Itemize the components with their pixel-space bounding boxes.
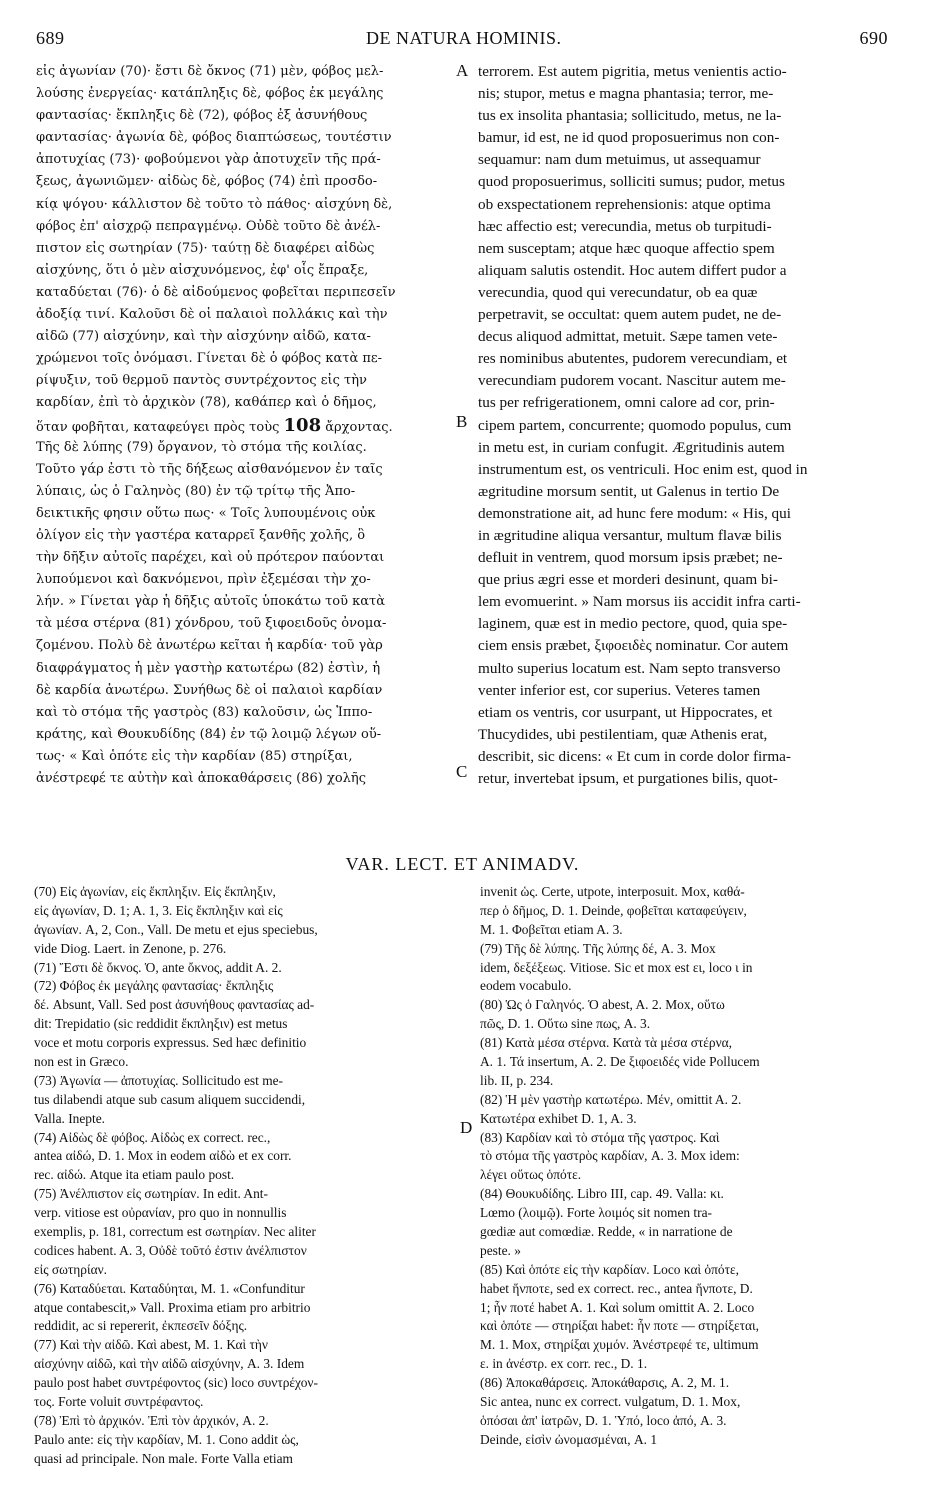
note-line: ἀγωνίαν. A, 2, Con., Vall. De metu et ejus speciebus,	[34, 921, 318, 937]
note-line: (73) Ἀγωνία — ἀποτυχίας. Sollicitudo est me-	[34, 1072, 284, 1088]
note-line: (76) Καταδύεται. Καταδύηται, M. 1. «Confunditur	[34, 1280, 305, 1296]
greek-line: ρίψυξιν, τοῦ θερμοῦ παντὸς συντρέχοντος εἰς τὴν	[36, 373, 367, 389]
note-line: non est in Græco.	[34, 1054, 129, 1070]
note-line: gœdiæ aut comœdiæ. Redde, « in narratione de	[480, 1224, 733, 1240]
latin-line: nem susceptam; atque hæc quoque affectio spem	[478, 239, 775, 257]
note-line: Κατωτέρα exhibet D. 1, A. 3.	[480, 1110, 637, 1126]
greek-line: ἀποτυχίας (73)· φοβούμενοι γὰρ ἀποτυχεῖν τῆς πρά-	[36, 152, 381, 168]
note-line: (86) Ἀποκαθάρσεις. Ἀποκάθαρσις, A. 2, M. 1.	[480, 1375, 730, 1391]
note-line: codices habent. A. 3, Οὐδὲ τοῦτό ἐστιν ἀνέλπιστον	[34, 1242, 307, 1258]
latin-line: defluit in ventrem, quod morsum ipsis præbet; ne-	[478, 549, 783, 567]
latin-line: ægritudine morsum sentit, ut Galenus in tertio De	[478, 482, 780, 500]
greek-line: Τοῦτο γάρ ἐστι τὸ τῆς δήξεως αἰσθανόμενον ἐν ταῖς	[36, 461, 383, 477]
latin-line: nis; stupor, metus e magna phantasia; terror, me-	[478, 85, 774, 103]
note-line: (82) Ἡ μὲν γαστὴρ κατωτέρω. Μέν, omittit A. 2.	[480, 1091, 742, 1107]
note-line: λέγει οὕτως ὁπότε.	[480, 1167, 582, 1183]
greek-line: φαντασίας· ἔκπληξις δὲ (72), φόβος ἐξ ἀσυνήθους	[36, 108, 368, 124]
latin-line: instrumentum est, os ventriculi. Hoc enim est, quod in	[478, 460, 808, 478]
note-line: τὸ στόμα τῆς γαστρὸς καρδίαν, A. 3. Mox idem:	[480, 1148, 740, 1164]
greek-line: καρδίαν, ἐπὶ τὸ ἀρχικὸν (78), καθάπερ καὶ ὁ δῆμος,	[36, 395, 377, 411]
latin-line: que prius ægri esse et morderi desinunt, quam bi-	[478, 571, 778, 589]
note-line: (83) Καρδίαν καὶ τὸ στόμα τῆς γαστρος. Καὶ	[480, 1129, 720, 1145]
latin-line: aliquam salutis ostendit. Hoc autem differt pudor a	[478, 261, 787, 279]
latin-line: tus per refrigerationem, omni calore ad cor, prin-	[478, 394, 775, 412]
latin-line: cipem partem, concurrente; quomodo populus, cum	[478, 416, 792, 434]
note-line: δέ. Absunt, Vall. Sed post ἀσυνήθους φαντασίας ad-	[34, 997, 315, 1013]
note-line: (84) Θουκυδίδης. Libro III, cap. 49. Valla: κι.	[480, 1186, 724, 1202]
note-line: (70) Εἰς ἀγωνίαν, εἰς ἔκπληξιν. Εἰς ἔκπληξιν,	[34, 884, 276, 899]
note-line: ε. in ἀνέστρ. ex corr. rec., D. 1.	[480, 1356, 648, 1372]
latin-line: venter inferior est, cor superius. Veteres tamen	[478, 681, 761, 699]
greek-line: λύπαις, ὡς ὁ Γαληνὸς (80) ἐν τῷ τρίτῳ τῆς Ἀπο-	[36, 483, 356, 499]
note-line: (85) Καὶ ὁπότε εἰς τὴν καρδίαν. Loco καὶ ὁπότε,	[480, 1261, 739, 1277]
latin-line: tus ex insolita phantasia; sollicitudo, metus, ne la-	[478, 107, 782, 125]
latin-line: etiam os ventris, cor usurpant, ut Hippocrates, et	[478, 703, 773, 721]
page-header	[36, 28, 888, 52]
latin-line: ciem ensis præbet, ξιφοειδὲς nominatur. Cor autem	[478, 637, 789, 655]
note-line: Sic antea, nunc ex correct. vulgatum, D. 1. Mox,	[480, 1394, 741, 1410]
note-line: antea αἰδώ, D. 1. Mox in eodem αἰδὼ et ex corr.	[34, 1148, 292, 1164]
margin-letter-d: D	[460, 1118, 473, 1137]
note-line: A. 1. Τά insertum, A. 2. De ξιφοειδές vide Pollucem	[480, 1054, 760, 1070]
variant-readings-title: VAR. LECT. ET ANIMADV.	[345, 854, 580, 874]
latin-line: sequamur: nam dum metuimus, ut assequamur	[478, 151, 761, 169]
greek-line: εἰς ἀγωνίαν (70)· ἔστι δὲ ὄκνος (71) μὲν, φόβος μελ-	[36, 64, 384, 79]
latin-line: Thucydides, ubi pestilentiam, quæ Athenis erat,	[478, 725, 768, 743]
latin-line: verecundia, quod qui verecundatur, ob ea quæ	[478, 283, 758, 301]
note-line: reddidit, ac si repererit, ἐκπεσεῖν δόξης.	[34, 1318, 248, 1334]
note-line: dit: Trepidatio (sic reddidit ἔκπληξιν) est metus	[34, 1016, 288, 1032]
note-line: καὶ ὁπότε — στηρίξαι habet: ἦν ποτε — στηρίξεται,	[480, 1318, 760, 1334]
note-line: eodem vocabulo.	[480, 978, 572, 994]
latin-line: verecundiam pudorem vocant. Nascitur autem me-	[478, 372, 786, 390]
greek-line: καταδύεται (76)· ὁ δὲ αἰδούμενος φοβεῖται περιπεσεῖν	[36, 284, 396, 300]
greek-line: τὴν δῆξιν αὐτοῖς παρέχει, καὶ οὐ πρότερον παύονται	[36, 550, 385, 566]
latin-line: ob exspectationem reprehensionis: atque optima	[478, 195, 771, 213]
latin-line: quod proposuerimus, solliciti sumus; pudor, metus	[478, 173, 785, 191]
greek-line: δεικτικῆς φησιν οὕτω πως· « Τοῖς λυπουμένοις οὐκ	[36, 505, 376, 521]
note-line: lib. II, p. 234.	[480, 1072, 554, 1088]
folio-number-108: 108	[283, 414, 322, 436]
note-line: exemplis, p. 181, correctum est σωτηρίαν. Nec aliter	[34, 1224, 316, 1240]
greek-line-head: ὅταν φοβῆται, καταφεύγει πρὸς τοὺς	[36, 419, 280, 435]
note-line: Lœmo (λοιμῷ). Forte λοιμός sit nomen tra-	[480, 1205, 713, 1221]
note-line: (75) Ἀνέλπιστον εἰς σωτηρίαν. In edit. Ant-	[34, 1186, 268, 1202]
greek-line: καὶ τὸ στόμα τῆς γαστρὸς (83) καλοῦσιν, ὡς Ἱππο-	[36, 704, 373, 720]
note-line: (71) Ἔστι δὲ ὄκνος. Ὁ, ante ὄκνος, addit A. 2.	[34, 959, 282, 975]
greek-line: αἰδῶ (77) αἰσχύνην, καὶ τὴν αἰσχύνην αἰδῶ, κατα-	[36, 329, 371, 345]
latin-line: bamur, id est, ne id quod proposuerimus non con-	[478, 129, 780, 147]
note-line: habet ἥνποτε, sed ex correct. rec., antea ἥνποτε, D.	[480, 1280, 753, 1296]
greek-line	[36, 415, 458, 437]
greek-text-column	[36, 61, 458, 790]
note-line: (80) Ὡς ὁ Γαληνός. Ὁ abest, A. 2. Mox, οὕτω	[480, 997, 725, 1013]
latin-line: in ægritudine aliqua versantur, multum flavæ bilis	[478, 526, 782, 544]
latin-line: retur, invertebat ipsum, et purgationes bilis, quot-	[478, 770, 778, 787]
note-line: (81) Κατὰ μέσα στέρνα. Κατὰ τὰ μέσα στέρνα,	[480, 1035, 733, 1051]
greek-line: ξεως, ἀγωνιῶμεν· αἰδὼς δὲ, φόβος (74) ἐπὶ προσδο-	[36, 174, 378, 190]
margin-letter-b: B	[456, 412, 468, 431]
greek-line: λυπούμενοι καὶ δακνόμενοι, πρὶν ἐξεμέσαι τὴν χο-	[36, 572, 371, 588]
greek-line: διαφράγματος ἡ μὲν γαστὴρ κατωτέρω (82) ἐστὶν, ἡ	[36, 660, 381, 676]
greek-line: κίᾳ ψόγου· κάλλιστον δὲ τοῦτο τὸ πάθος· αἰσχύνη δὲ,	[36, 196, 393, 212]
note-line: Deinde, εἰσὶν ὠνομασμέναι, A. 1	[480, 1431, 658, 1447]
note-line: tus dilabendi atque sub casum aliquem succidendi,	[34, 1091, 306, 1107]
note-line: verp. vitiose est οὐρανίαν, pro quo in nonnullis	[34, 1205, 287, 1221]
greek-line: δὲ καρδία ἀνωτέρω. Συνήθως δὲ οἱ παλαιοὶ καρδίαν	[36, 682, 383, 698]
latin-line: describit, sic dicens: « Et cum in corde dolor firma-	[478, 747, 791, 765]
greek-line: λήν. » Γίνεται γὰρ ἡ δῆξις αὐτοῖς ὑποκάτω τοῦ κατὰ	[36, 594, 386, 610]
latin-line: multo superius locatum est. Nam septo transverso	[478, 659, 781, 677]
greek-line: κράτης, καὶ Θουκυδίδης (84) ἐν τῷ λοιμῷ λέγων οὕ-	[36, 726, 382, 742]
note-line: vide Diog. Laert. in Zenone, p. 276.	[34, 940, 227, 956]
margin-letter-a: A	[456, 61, 469, 80]
note-line: αἰσχύνην αἰδῶ, καὶ τὴν αἰδῶ αἰσχύνην, A. 3. Idem	[34, 1356, 305, 1372]
margin-letter-c: C	[456, 762, 468, 781]
greek-line: φαντασίας· ἀγωνία δὲ, φόβος διαπτώσεως, τουτέστιν	[36, 130, 392, 146]
greek-line: τὰ μέσα στέρνα (81) χόνδρου, τοῦ ξιφοειδοῦς ὀνομα-	[36, 616, 387, 632]
latin-line: demonstratione ait, ad hunc fere modum: « His, qui	[478, 504, 791, 522]
note-line: voce et motu corporis expressus. Sed hæc definitio	[34, 1035, 307, 1051]
note-line: rec. αἰδώ. Atque ita etiam paulo post.	[34, 1167, 235, 1183]
latin-line: decus aliquod admittat, metuit. Sæpe tamen vete-	[478, 328, 778, 346]
note-line: M. 1. Φοβεῖται etiam A. 3.	[480, 921, 623, 937]
note-line: M. 1. Mox, στηρίξαι χυμόν. Ἀνέστρεφέ τε, ultimum	[480, 1337, 759, 1353]
running-title: DE NATURA HOMINIS.	[366, 28, 562, 48]
greek-line: ἀνέστρεφέ τε αὐτὴν καὶ ἀποκαθάρσεις (86) χολῆς	[36, 771, 366, 786]
greek-line: τως· « Καὶ ὁπότε εἰς τὴν καρδίαν (85) στηρίξαι,	[36, 748, 353, 764]
note-line: invenit ὡς. Certe, utpote, interposuit. Mox, καθά-	[480, 884, 745, 899]
note-line: Paulo ante: εἰς τὴν καρδίαν, M. 1. Cono addit ὡς,	[34, 1431, 299, 1447]
greek-line: λούσης ἐνεργείας· κατάπληξις δὲ, φόβος ἐκ μεγάλης	[36, 86, 384, 102]
greek-line: ζομένου. Πολὺ δὲ ἀνωτέρω κεῖται ἡ καρδία· τοῦ γὰρ	[36, 638, 383, 654]
note-line: idem, δεξέξεως. Vitiose. Sic et mox est ει, loco ι in	[480, 959, 753, 975]
note-line: quasi ad principale. Non male. Forte Valla etiam	[34, 1450, 293, 1466]
greek-line: Τῆς δὲ λύπης (79) ὄργανον, τὸ στόμα τῆς κοιλίας.	[36, 439, 367, 455]
greek-line: ἀδοξίᾳ τινί. Καλοῦσι δὲ οἱ παλαιοὶ πολλάκις καὶ τὴν	[36, 307, 388, 323]
note-line: paulo post habet συντρέφοντος (sic) loco συντρέχον-	[34, 1375, 318, 1391]
latin-line: in metu est, in curiam confugit. Ægritudinis autem	[478, 438, 785, 456]
note-line: 1; ἦν ποτέ habet A. 1. Καὶ solum omittit A. 2. Loco	[480, 1299, 755, 1315]
notes-right-column	[480, 883, 890, 1450]
latin-text-column	[478, 61, 888, 790]
note-line: (72) Φόβος ἐκ μεγάλης φαντασίας· ἔκπληξις	[34, 978, 274, 994]
latin-line: res nominibus abutentes, pudorem verecundiam, et	[478, 350, 788, 368]
latin-line: terrorem. Est autem pigritia, metus venientis actio-	[478, 63, 787, 80]
note-line: (79) Τῆς δὲ λύπης. Τῆς λύπης δέ, A. 3. Mox	[480, 940, 716, 956]
note-line: atque contabescit,» Vall. Proxima etiam pro arbitrio	[34, 1299, 311, 1315]
note-line: (78) Ἐπὶ τὸ ἀρχικόν. Ἐπὶ τὸν ἀρχικόν, A. 2.	[34, 1412, 269, 1428]
page-number-left: 689	[36, 28, 65, 48]
greek-line-tail: ἄρχοντας.	[325, 419, 393, 435]
greek-line: χρώμενοι τοῖς ὀνόμασι. Γίνεται δὲ ὁ φόβος κατὰ πε-	[36, 351, 383, 367]
note-line: τος. Forte voluit συντρέφαντος.	[34, 1394, 204, 1410]
note-line: peste. »	[480, 1242, 521, 1258]
note-line: εἰς ἀγωνίαν, D. 1; A. 1, 3. Εἰς ἔκπληξιν καὶ εἰς	[34, 902, 283, 918]
latin-line: lem evomuerint. » Nam morsus iis accidit infra carti-	[478, 593, 801, 611]
note-line: ὁπόσαι ἀπ' ἰατρῶν, D. 1. Ὑπό, loco ἀπό, A. 3.	[480, 1412, 727, 1428]
greek-line: αἰσχύνης, ὅτι ὁ μὲν αἰσχυνόμενος, ἐφ' οἷς ἔπραξε,	[36, 262, 369, 278]
note-line: (77) Καὶ τὴν αἰδῶ. Καὶ abest, M. 1. Καὶ τὴν	[34, 1337, 268, 1353]
note-line: πῶς, D. 1. Οὕτω sine πως, A. 3.	[480, 1016, 651, 1032]
note-line: Valla. Inepte.	[34, 1110, 106, 1126]
notes-left-column	[34, 883, 458, 1469]
greek-line: φόβος ἐπ' αἰσχρῷ πεπραγμένῳ. Οὐδὲ τοῦτο δὲ ἀνέλ-	[36, 218, 381, 234]
note-line: (74) Αἰδὼς δὲ φόβος. Αἰδὼς ex correct. rec.,	[34, 1129, 271, 1145]
note-line: εἰς σωτηρίαν.	[34, 1261, 107, 1277]
latin-line: hæc affectio est; verecundia, metus ob turpitudi-	[478, 217, 772, 235]
greek-line: πιστον εἰς σωτηρίαν (75)· ταύτῃ δὲ διαφέρει αἰδὼς	[36, 240, 375, 256]
latin-line: laginem, quæ est in medio pectore, quod, quia spe-	[478, 615, 788, 633]
note-line: περ ὁ δῆμος, D. 1. Deinde, φοβεῖται καταφεύγειν,	[480, 902, 747, 918]
page-number-right: 690	[859, 28, 888, 48]
greek-line: ὀλίγον εἰς τὴν γαστέρα καταρρεῖ ξανθῆς χολῆς, ὃ	[36, 527, 366, 543]
latin-line: perpetravit, se occultat: quem autem pudet, ne de-	[478, 306, 782, 324]
